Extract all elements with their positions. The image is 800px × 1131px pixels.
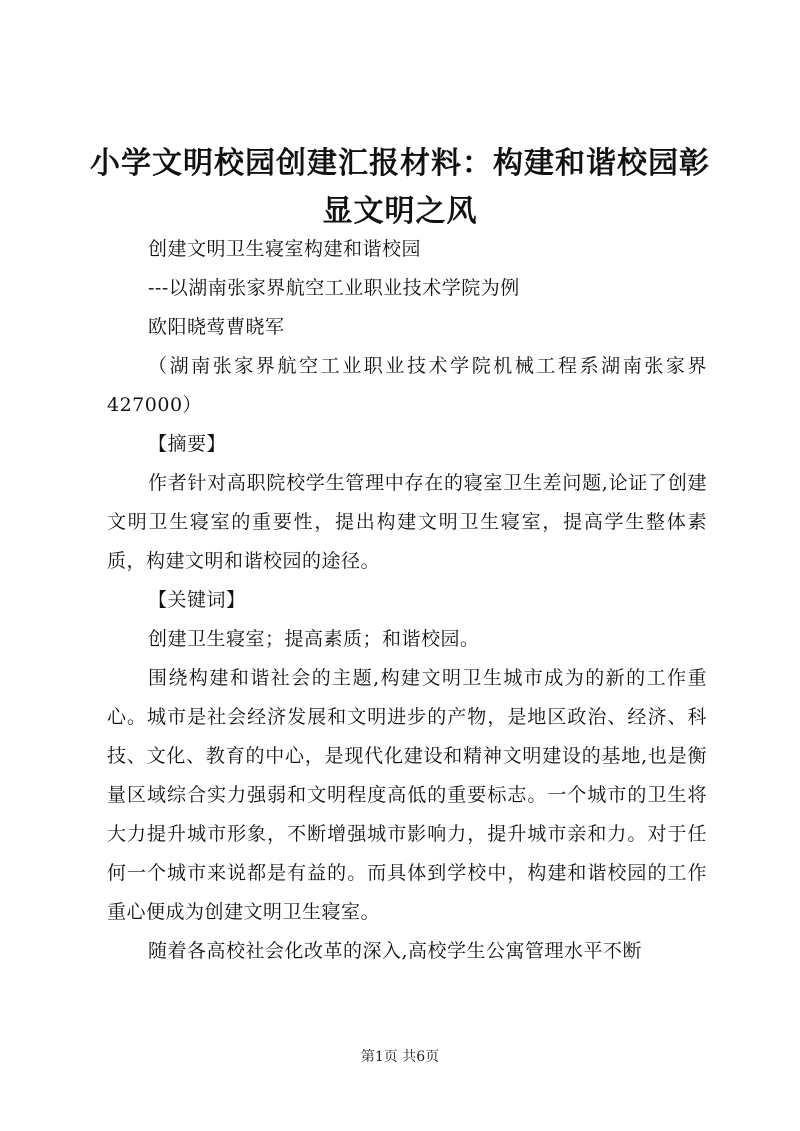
subtitle-example: ---以湖南张家界航空工业职业技术学院为例 [148,277,520,299]
subtitle: 创建文明卫生寝室构建和谐校园 [148,238,422,260]
document-title: 小学文明校园创建汇报材料：构建和谐校园彰显文明之风 [90,146,710,229]
keywords-text: 创建卫生寝室；提高素质；和谐校园。 [148,628,480,650]
body-paragraph: 随着各高校社会化改革的深入,高校学生公寓管理水平不断 [148,940,643,962]
abstract-heading: 【摘要】 [148,433,227,455]
body-paragraph: 围绕构建和谐社会的主题,构建文明卫生城市成为的新的工作重心。城市是社会经济发展和文明进步的产物，是地区政治、经济、科技、文化、教育的中心，是现代化建设和精神文明建设的基地,也是衡量区域综合实力强弱和文明程度高低的重要标志。一个城市的卫生将大力提升城市形象，不断增强城市影响力，提升城市亲和力。对于任何一个城市来说都是有益的。而具体到学校中，构建和谐校园的工作重心便成为创建文明卫生寝室。 [107,667,707,923]
affiliation: （湖南张家界航空工业职业技术学院机械工程系湖南张家界427000） [107,355,707,416]
abstract-text: 作者针对高职院校学生管理中存在的寝室卫生差问题,论证了创建文明卫生寝室的重要性，提出构建文明卫生寝室，提高学生整体素质，构建文明和谐校园的途径。 [107,472,707,572]
authors: 欧阳晓莺曹晓军 [148,316,285,338]
keywords-heading: 【关键词】 [148,589,246,611]
document-body [107,230,707,971]
page-number: 第1页 共6页 [360,1049,440,1065]
